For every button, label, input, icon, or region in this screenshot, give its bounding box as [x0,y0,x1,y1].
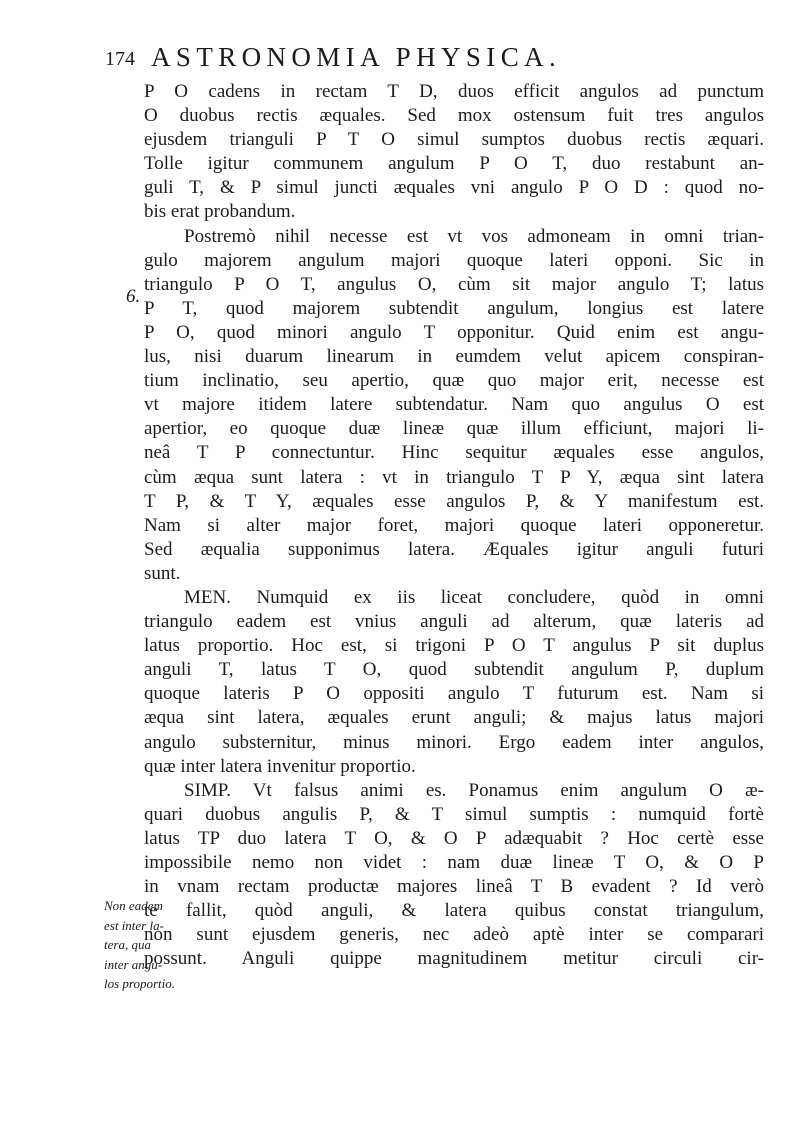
page-header [105,42,765,76]
text-line: quari duobus angulis P, & T simul sumptis : numquid fortè [144,803,764,825]
text-line: Tolle igitur communem angulum P O T, duo restabunt an- [144,153,764,175]
margin-section-marker: 6. [126,286,141,307]
running-title: ASTRONOMIA PHYSICA. [151,42,562,72]
text-line: possunt. Anguli quippe magnitudinem metitur circuli cir- [144,948,764,970]
text-line: P O, quod minori angulo T opponitur. Quid enim est angu- [144,321,764,343]
text-line: cùm æqua sunt latera : vt in triangulo T P Y, æqua sint latera [144,466,764,488]
text-line: lus, nisi duarum linearum in eumdem velut apicem conspiran- [144,346,764,368]
text-line: O duobus rectis æquales. Sed mox ostensum fuit tres angulos [144,105,764,127]
text-line: vt majore itidem latere subtendatur. Nam quo angulus O est [144,394,764,416]
text-line: impossibile nemo non videt : nam duæ lineæ T O, & O P [144,852,764,873]
margin-note-line: tera, qua [104,937,151,952]
text-line: P O cadens in rectam T D, duos efficit angulos ad punctum [144,81,764,102]
text-line: apertior, eo quoque duæ lineæ quæ illum efficiunt, majori li- [144,418,764,440]
text-line: sunt. [144,562,181,584]
page-number: 174 [105,48,135,70]
text-line: P T, quod majorem subtendit angulum, longius est latere [144,297,764,319]
text-line: gulo majorem angulum majori quoque lateri opponi. Sic in [144,249,764,271]
margin-note-line: est inter la- [104,917,164,933]
text-line: Sed æqualia supponimus latera. Æquales igitur anguli futuri [144,538,764,560]
text-line: Nam si alter major foret, majori quoque lateri opponeretur. [144,514,764,536]
text-line: guli T, & P simul juncti æquales vni angulo P O D : quod no- [144,177,764,199]
text-line: anguli T, latus T O, quod subtendit angulum P, duplum [144,659,764,681]
text-line: latus TP duo latera T O, & O P adæquabit ? Hoc certè esse [144,827,764,849]
text-line: MEN. Numquid ex iis liceat concludere, quòd in omni [184,586,764,608]
text-line: in vnam rectam productæ majores lineâ T B evadent ? Id verò [144,876,764,898]
text-line: latus proportio. Hoc est, si trigoni P O T angulus P sit duplus [144,635,764,657]
text-line: non sunt ejusdem generis, nec adeò aptè inter se comparari [144,924,764,946]
text-line: bis erat probandum. [144,201,296,223]
margin-note-line: inter angu- [104,956,163,972]
text-line: SIMP. Vt falsus animi es. Ponamus enim angulum O æ- [184,779,764,801]
text-line: ejusdem trianguli P T O simul sumptos duobus rectis æquari. [144,129,764,151]
text-line: tium inclinatio, seu apertio, quæ quo major erit, necesse est [144,370,764,392]
text-line: T P, & T Y, æquales esse angulos P, & Y manifestum est. [144,490,764,512]
text-line: Postremò nihil necesse est vt vos admoneam in omni trian- [184,225,764,247]
body-text [144,80,764,971]
text-line: neâ T P connectuntur. Hinc sequitur æquales esse angulos, [144,442,764,464]
text-line: triangulo P O T, angulus O, cùm sit major angulo T; latus [144,273,764,295]
margin-note-line: los proportio. [104,976,176,991]
text-line: te fallit, quòd anguli, & latera quibus constat triangulum, [144,900,764,922]
text-line: triangulo eadem est vnius anguli ad alterum, quæ lateris ad [144,611,764,633]
text-line: angulo substernitur, minus minori. Ergo eadem inter angulos, [144,731,764,753]
margin-note-line: Non eadem [104,898,163,913]
text-line: quoque lateris P O oppositi angulo T futurum est. Nam si [144,683,764,705]
text-line: æqua sint latera, æquales erunt anguli; & majus latus majori [144,707,764,729]
text-line: quæ inter latera invenitur proportio. [144,755,416,777]
